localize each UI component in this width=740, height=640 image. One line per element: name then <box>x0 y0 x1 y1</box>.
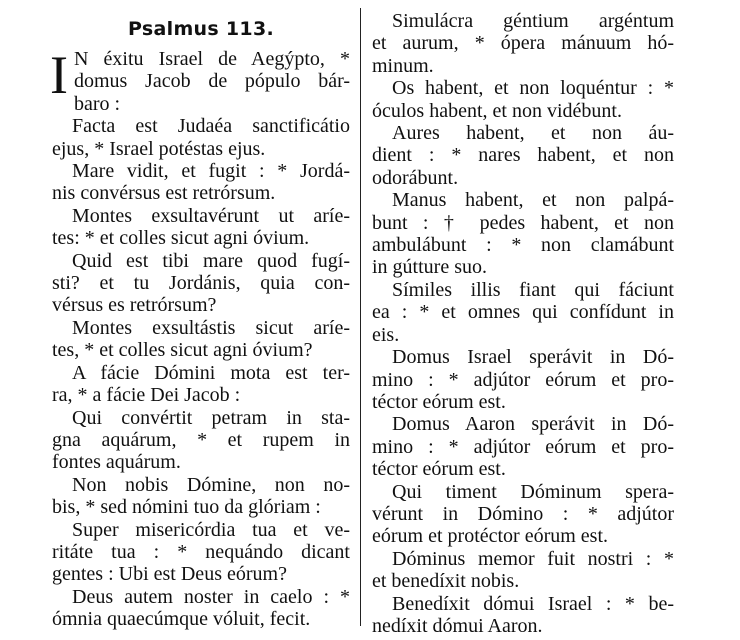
left-column <box>52 10 350 631</box>
verse-line: Montes exsultástis sicut aríe- <box>72 316 350 339</box>
verse-line: nis convérsus est retrórsum. <box>52 182 276 205</box>
verse-line: minum. <box>372 54 434 77</box>
verse <box>52 362 350 407</box>
verse <box>52 160 350 205</box>
verse <box>372 10 674 77</box>
verse <box>50 45 350 115</box>
verse-line: sti? et tu Jordánis, quia con- <box>52 272 350 295</box>
verse <box>372 548 674 593</box>
verse <box>52 474 350 519</box>
right-column <box>372 10 674 637</box>
verse-line: et benedíxit nobis. <box>372 570 520 593</box>
verse-line: Montes exsultavérunt ut aríe- <box>72 204 350 227</box>
verse-line: N éxitu Israel de Aegýpto, * <box>73 48 350 70</box>
verse-line: Mare vidit, et fugit : * Jordá- <box>72 160 350 183</box>
verse-line: vérunt in Dómino : * adjútor <box>372 502 674 525</box>
verse <box>372 413 674 480</box>
verse-line: Qui convértit petram in sta- <box>72 406 350 429</box>
verse-line: Domus Aaron sperávit in Dó- <box>392 413 674 436</box>
verse <box>372 593 674 638</box>
column-divider <box>360 8 361 626</box>
verse <box>372 189 674 279</box>
verse <box>52 250 350 317</box>
verse-line: ea : * et omnes qui confídunt in <box>372 301 674 324</box>
verse <box>52 586 350 631</box>
verse <box>52 205 350 250</box>
verse-line: bunt : † pedes habent, et non <box>372 211 674 234</box>
verse-line: Non nobis Dómine, non no- <box>72 473 350 496</box>
verse-line: Super misericórdia tua et ve- <box>72 518 350 541</box>
verse <box>52 407 350 474</box>
verse-line: eórum et protéctor eórum est. <box>372 525 609 548</box>
verse-line: Aures habent, et non áu- <box>392 122 674 145</box>
verse-line: baro : <box>73 92 121 115</box>
verse-line: téctor eórum est. <box>372 458 506 481</box>
verse-line: gna aquárum, * et rupem in <box>52 428 350 451</box>
verse-line: domus Jacob de pópulo bár- <box>73 70 350 93</box>
verse-line: gentes : Ubi est Deus eórum? <box>52 563 287 586</box>
verse-line: Manus habent, et non palpá- <box>392 189 674 212</box>
verse-line: in gútture suo. <box>372 256 487 279</box>
verse <box>372 279 674 346</box>
verse-line: eis. <box>372 323 400 346</box>
verse-line: A fácie Dómini mota est ter- <box>72 361 350 384</box>
verse-line: ritáte tua : * nequándo dicant <box>52 540 350 563</box>
verse-line: Simulácra géntium argéntum <box>392 10 674 32</box>
verse-line: téctor eórum est. <box>372 390 506 413</box>
verse-line: bis, * sed nómini tuo da glóriam : <box>52 496 321 519</box>
verse <box>372 481 674 548</box>
verse-line: dient : * nares habent, et non <box>372 144 674 167</box>
verse <box>52 317 350 362</box>
verse-line: ambulábunt : * non clamábunt <box>372 234 674 257</box>
verse-line: Símiles illis fiant qui fáciunt <box>392 278 674 301</box>
verse-line: tes: * et colles sicut agni óvium. <box>52 227 310 250</box>
verse-line: fontes aquárum. <box>52 451 181 474</box>
verse-line: ejus, * Israel potéstas ejus. <box>52 137 266 160</box>
verse-line: vérsus es retrórsum? <box>52 294 217 317</box>
verse-line: ra, * a fácie Dei Jacob : <box>52 384 241 407</box>
verse-line: Os habent, et non loquéntur : * <box>392 77 674 100</box>
verse <box>372 346 674 413</box>
drop-cap: I <box>50 45 68 105</box>
verse-line: Benedíxit dómui Israel : * be- <box>392 592 674 615</box>
right-verses <box>372 10 674 637</box>
verse-line: nedíxit dómui Aaron. <box>372 614 543 637</box>
verse-line: óculos habent, et non vidébunt. <box>372 99 622 122</box>
verse <box>52 519 350 586</box>
verse <box>372 77 674 122</box>
verse <box>372 122 674 189</box>
verse-line: Dóminus memor fuit nostri : * <box>392 547 674 570</box>
verse-line: mino : * adjútor eórum et pro- <box>372 435 674 458</box>
verse-line: tes, * et colles sicut agni óvium? <box>52 339 313 362</box>
verse-line: ómnia quaecúmque vóluit, fecit. <box>52 608 311 631</box>
verse-line: Domus Israel sperávit in Dó- <box>392 346 674 369</box>
verse-line: Quid est tibi mare quod fugí- <box>72 249 350 272</box>
left-verses <box>50 45 350 631</box>
verse-line: Qui timent Dóminum spera- <box>392 480 674 503</box>
verse <box>52 115 350 160</box>
verse-line: Facta est Judaéa sanctificátio <box>72 115 350 138</box>
verse-line: mino : * adjútor eórum et pro- <box>372 368 674 391</box>
verse-line: odorábunt. <box>372 166 459 189</box>
psalm-title: Psalmus 113. <box>128 18 274 40</box>
verse-line: et aurum, * ópera mánuum hó- <box>372 32 674 55</box>
verse-line: Deus autem noster in caelo : * <box>72 585 350 608</box>
